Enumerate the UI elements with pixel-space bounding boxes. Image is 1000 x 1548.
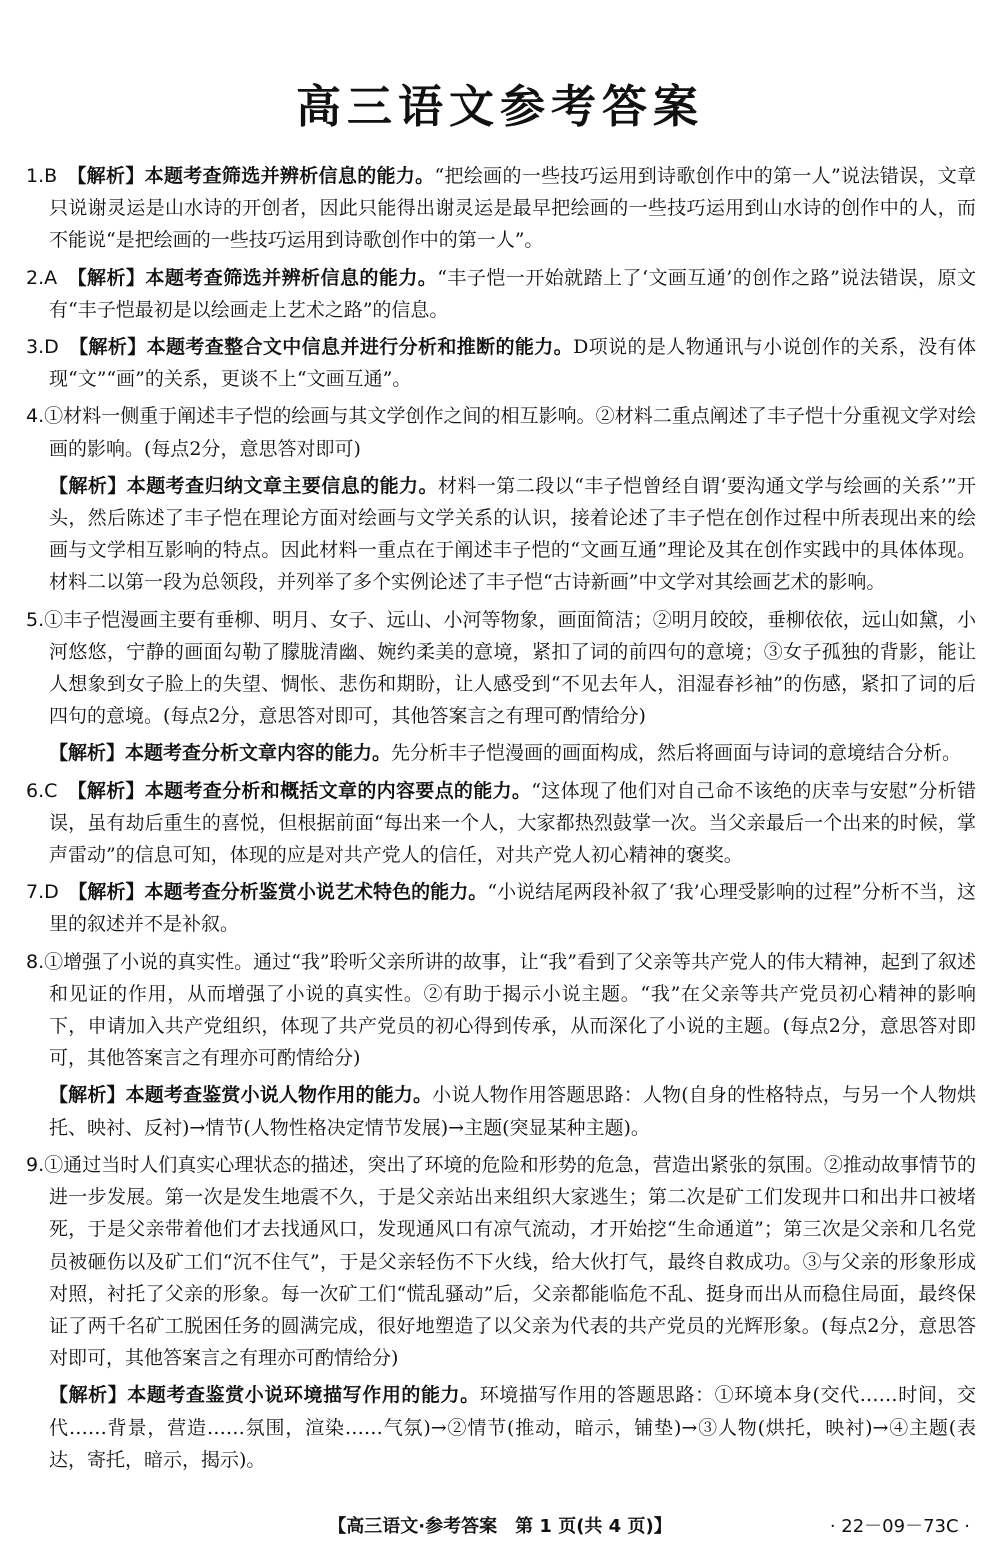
answer-text: “丰子恺一开始就踏上了‘文画互通’的创作之路”说法错误，原文有“丰子恺最初是以绘画走上艺术之路”的信息。 [49,266,976,321]
answer-3 [26,331,976,395]
answer-text: “把绘画的一些技巧运用到诗歌创作中的第一人”说法错误，文章只说谢灵运是山水诗的开创者，因此只能得出谢灵运是最早把绘画的一些技巧运用到山水诗的创作中的人，而不能说“是把绘画的一些技巧运用到诗歌创作中的第一人”。 [49,165,976,252]
page-title: 高三语文参考答案 [295,80,704,133]
question-number: 8. [26,950,45,973]
answer-1 [26,160,976,257]
question-number: 2. [26,266,45,289]
analysis-label: 【解析】本题考查分析和概括文章的内容要点的能力。 [77,779,532,802]
analysis-label: 【解析】本题考查整合文中信息并进行分析和推断的能力。 [78,336,574,359]
answer-choice: A [44,266,58,289]
answer-text: ①材料一侧重于阐述丰子恺的绘画与其文学创作之间的相互影响。②材料二重点阐述了丰子恺十分重视文学对绘画的影响。(每点2分，意思答对即可) [44,405,976,460]
analysis-label: 【解析】本题考查筛选并辨析信息的能力。 [76,165,435,187]
analysis-label: 【解析】本题考查归纳文章主要信息的能力。 [49,474,438,497]
analysis-label: 【解析】本题考查鉴赏小说环境描写作用的能力。 [49,1384,480,1407]
answer-choice: B [44,165,58,187]
answer-9 [26,1149,976,1374]
analysis-9 [26,1379,976,1476]
answer-text: ①通过当时人们真实心理状态的描述，突出了环境的危险和形势的危急，营造出紧张的氛围。②推动故事情节的进一步发展。第一次是发生地震不久，于是父亲站出来组织大家逃生；第二次是矿工们发现井口和出井口被堵死，于是父亲带着他们才去找通风口，发现通风口有凉气流动，才开始挖“生命通道”；第三次是父亲和几名党员被砸伤以及矿工们“沉不住气”，于是父亲轻伤不下火线，给大伙打气，最终自救成功。③与父亲的形象形成对照，衬托了父亲的形象。每一次矿工们“慌乱骚动”后，父亲都能临危不乱、挺身而出从而稳住局面，最终保证了两千名矿工脱困任务的圆满完成，很好地塑造了以父亲为代表的共产党员的光辉形象。(每点2分，意思答对即可，其他答案言之有理亦可酌情给分) [44,1153,976,1370]
answer-text: D项说的是人物通讯与小说创作的关系，没有体现“文”“画”的关系，更谈不上“文画互通”。 [49,336,976,391]
answer-choice: C [44,779,58,802]
analysis-label: 【解析】本题考查分析文章内容的能力。 [49,742,392,765]
answer-6 [26,775,976,872]
analysis-text: 小说人物作用答题思路：人物(自身的性格特点，与另一个人物烘托、映衬、反衬)→情节(人物性格决定情节发展)→主题(突显某种主题)。 [49,1084,976,1139]
answer-text: “小说结尾两段补叙了‘我’心理受影响的过程”分析不当，这里的叙述并不是补叙。 [49,881,976,936]
answer-text: “这体现了他们对自己命不该绝的庆幸与安慰”分析错误，虽有劫后重生的喜悦，但根据前面“每出来一个人，大家都热烈鼓掌一次。当父亲最后一个出来的时候，掌声雷动”的信息可知，体现的应是对共产党人的信任，对共产党人初心精神的褒奖。 [49,779,976,867]
analysis-text: 环境描写作用的答题思路：①环境本身(交代……时间，交代……背景，营造……氛围，渲染……气氛)→②情节(推动，暗示，铺垫)→③人物(烘托，映衬)→④主题(表达，寄托，暗示，揭示)。 [49,1384,976,1471]
answer-7 [26,876,976,940]
analysis-label: 【解析】本题考查鉴赏小说人物作用的能力。 [49,1084,433,1107]
question-number: 6. [26,779,45,802]
footer-page-info: 【高三语文·参考答案 第 1 页(共 4 页)】 [328,1516,672,1537]
analysis-label: 【解析】本题考查分析鉴赏小说艺术特色的能力。 [77,881,488,904]
answer-text: ①增强了小说的真实性。通过“我”聆听父亲所讲的故事，让“我”看到了父亲等共产党人的伟大精神，起到了叙述和见证的作用，从而增强了小说的真实性。②有助于揭示小说主题。“我”在父亲等共产党员初心精神的影响下，申请加入共产党组织，体现了共产党员的初心得到传承，从而深化了小说的主题。(每点2分，意思答对即可，其他答案言之有理亦可酌情给分) [44,950,976,1070]
answer-list [26,160,976,1481]
answer-4 [26,400,976,464]
analysis-text: 先分析丰子恺漫画的画面构成，然后将画面与诗词的意境结合分析。 [391,742,962,765]
answer-8 [26,946,976,1075]
answer-choice: D [44,336,59,359]
analysis-4 [26,470,976,599]
question-number: 9. [26,1153,45,1176]
analysis-label: 【解析】本题考查筛选并辨析信息的能力。 [77,266,438,289]
question-number: 5. [26,608,45,631]
question-number: 1. [26,165,45,187]
analysis-5 [26,737,976,769]
analysis-text: 材料一第二段以“丰子恺曾经自谓‘要沟通文学与绘画的关系’”开头，然后陈述了丰子恺在理论方面对绘画与文学关系的认识，接着论述了丰子恺在创作过程中所表现出来的绘画与文学相互影响的特点。因此材料一重点在于阐述丰子恺的“文画互通”理论及其在创作实践中的具体体现。材料二以第一段为总领段，并列举了多个实例论述了丰子恺“古诗新画”中文学对其绘画艺术的影响。 [49,474,976,594]
analysis-8 [26,1079,976,1143]
answer-2 [26,262,976,326]
answer-text: ①丰子恺漫画主要有垂柳、明月、女子、远山、小河等物象，画面简洁；②明月皎皎，垂柳依依，远山如黛，小河悠悠，宁静的画面勾勒了朦胧清幽、婉约柔美的意境，紧扣了词的前四句的意境；③女子孤独的背影，能让人想象到女子脸上的失望、惆怅、悲伤和期盼，让人感受到“不见去年人，泪湿春衫袖”的伤感，紧扣了词的后四句的意境。(每点2分，意思答对即可，其他答案言之有理可酌情给分) [44,608,976,728]
answer-5 [26,604,976,733]
question-number: 4. [26,405,45,428]
footer-code: · 22－09－73C · [829,1516,970,1537]
answer-choice: D [44,881,59,904]
question-number: 3. [26,336,45,359]
question-number: 7. [26,881,45,904]
